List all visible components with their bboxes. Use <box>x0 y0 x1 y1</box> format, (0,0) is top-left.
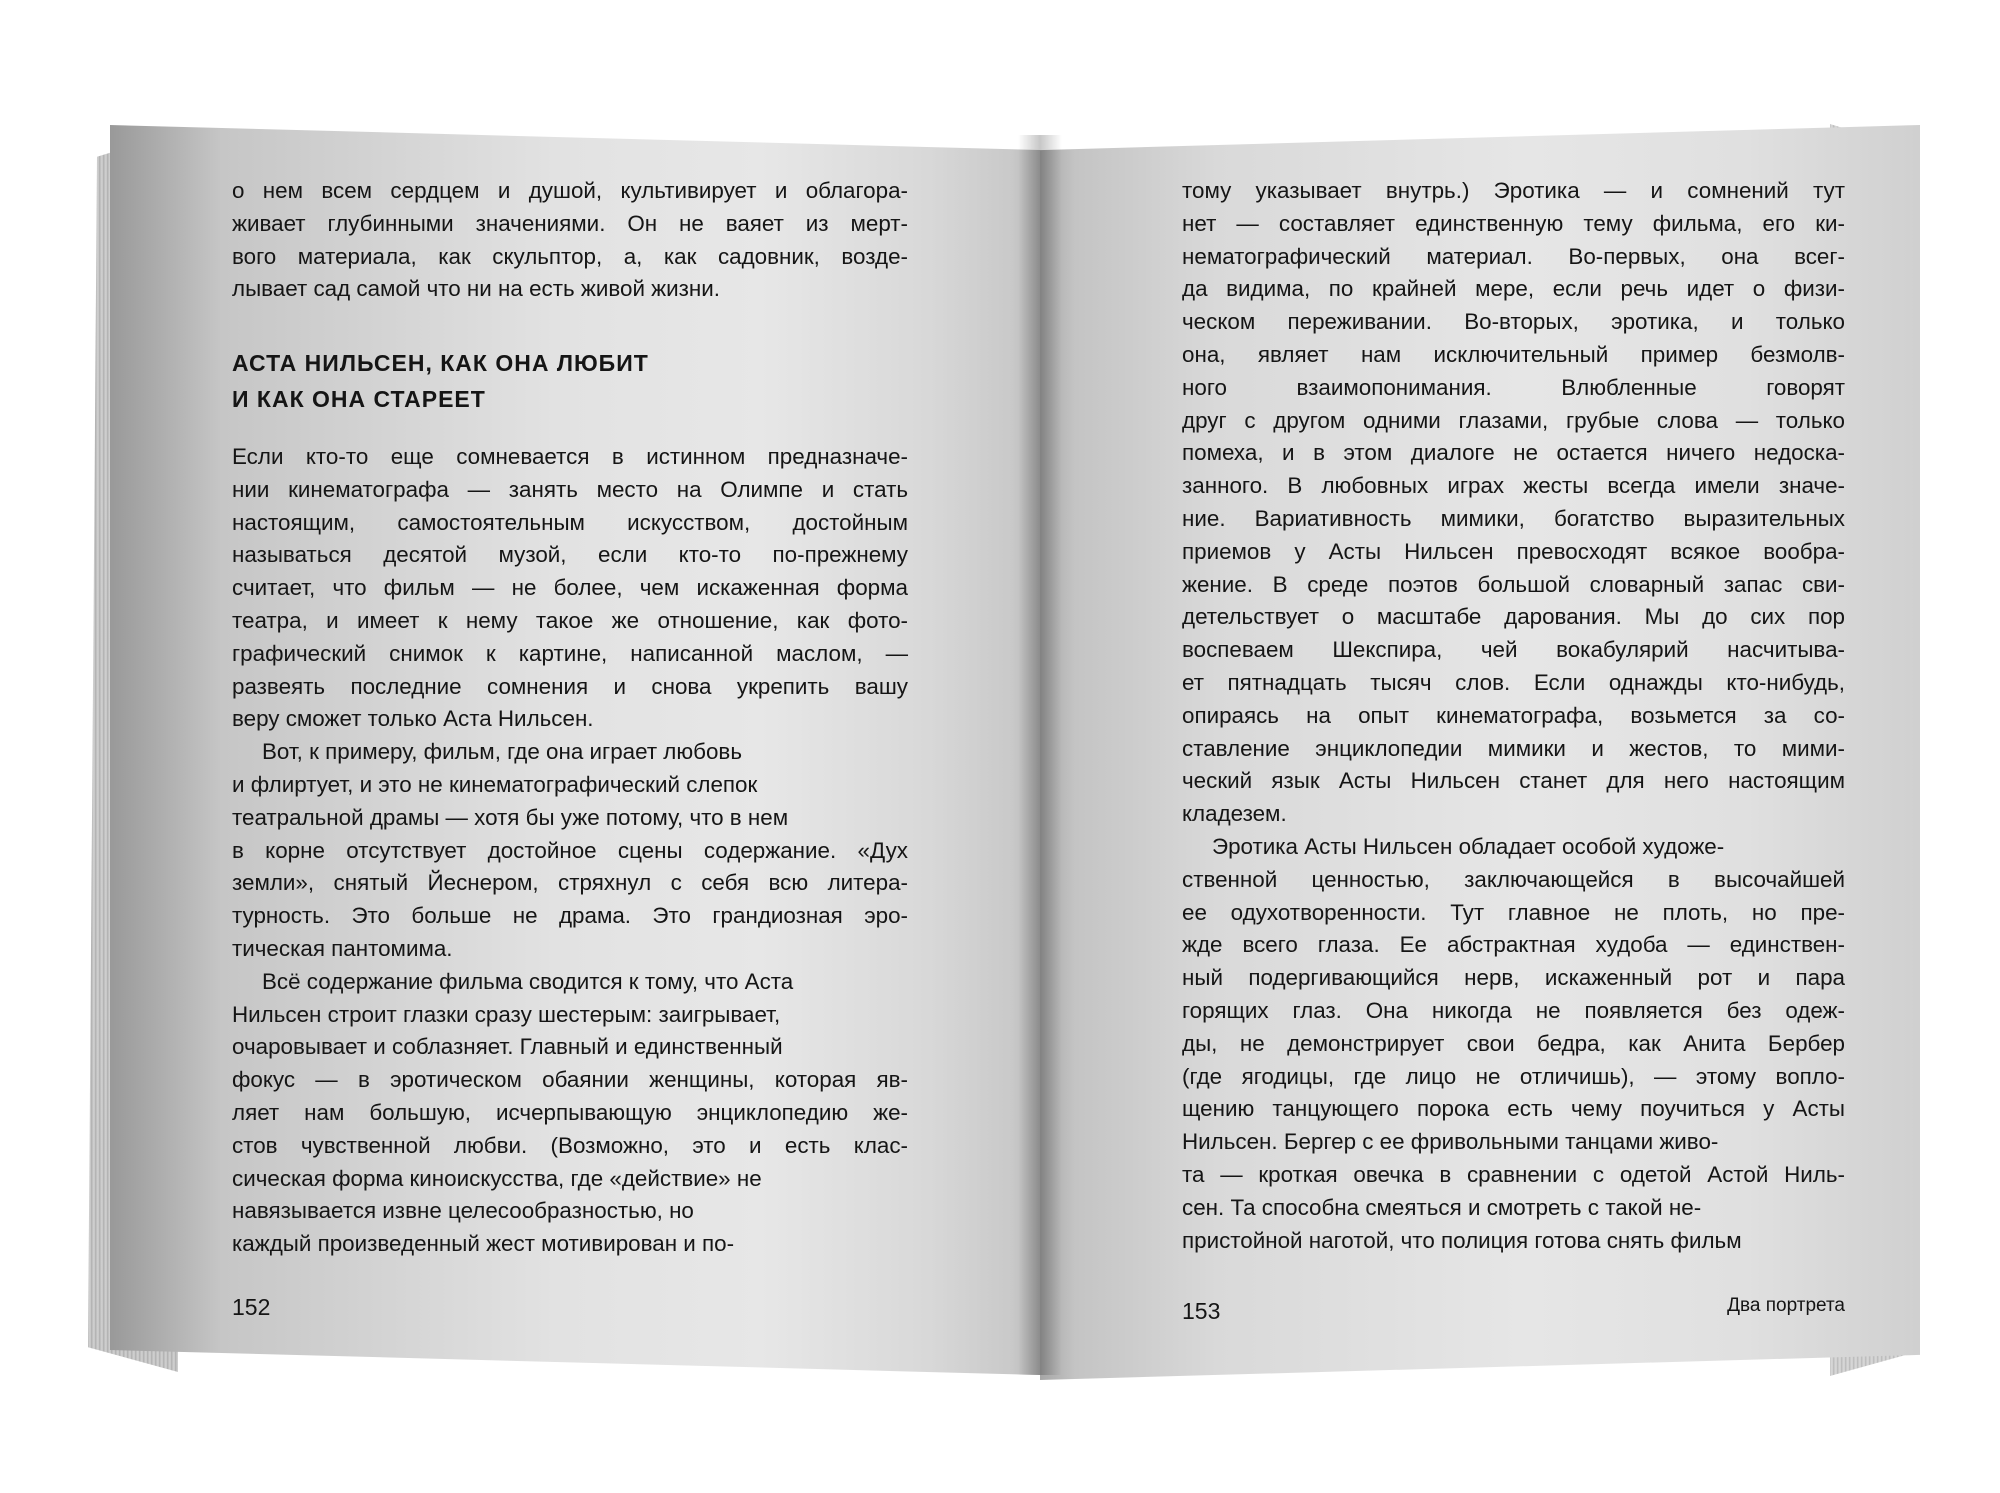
section-heading <box>232 345 792 417</box>
text-line: ного взаимопонимания. Влюбленные говорят <box>1182 374 1845 400</box>
text-line: веру сможет только Аста Нильсен. <box>232 706 594 732</box>
page-number-right: 153 <box>1182 1298 1221 1324</box>
text-line: ние. Вариативность мимики, богатство выразительных <box>1182 505 1845 531</box>
heading-line: И КАК ОНА СТАРЕЕТ <box>232 386 486 412</box>
text-line: живает глубинными значениями. Он не ваяет из мерт- <box>232 210 908 236</box>
text-line: ный подергивающийся нерв, искаженный рот и пара <box>1182 965 1845 991</box>
text-line: кладезем. <box>1182 801 1287 827</box>
text-line: театральной драмы — хотя бы уже потому, что в нем <box>232 804 789 830</box>
text-line: ляет нам большую, исчерпывающую энциклопедию же- <box>232 1099 908 1125</box>
text-line: развеять последние сомнения и снова укрепить вашу <box>232 673 908 699</box>
text-line: воспеваем Шекспира, чей вокабулярий насчитыва- <box>1182 637 1845 663</box>
text-line: в корне отсутствует достойное сцены содержание. «Дух <box>232 837 908 863</box>
text-line: нематографический материал. Во-первых, она всег- <box>1182 243 1845 269</box>
text-line: ставление энциклопедии мимики и жестов, то мими- <box>1182 735 1845 761</box>
text-line: помеха, и в этом диалоге не остается ничего недоска- <box>1182 440 1845 466</box>
running-head: Два портрета <box>1727 1295 1845 1316</box>
text-line: Вот, к примеру, фильм, где она играет любовь <box>262 739 742 765</box>
text-line: ческом переживании. Во-вторых, эротика, и только <box>1182 309 1845 335</box>
text-line: сен. Та способна смеяться и смотреть с такой не- <box>1182 1194 1702 1220</box>
text-line: горящих глаз. Она никогда не появляется без одеж- <box>1182 997 1845 1023</box>
text-line: друг с другом одними глазами, грубые слова — только <box>1182 407 1845 433</box>
right-page-body-text <box>1182 175 1845 1257</box>
text-line: о нем всем сердцем и душой, культивирует и облагора- <box>232 178 908 203</box>
page-number-left: 152 <box>232 1294 271 1320</box>
text-line: детельствует о масштабе дарования. Мы до сих пор <box>1182 604 1845 630</box>
text-line: та — кроткая овечка в сравнении с одетой Астой Ниль- <box>1182 1161 1845 1187</box>
text-line: считает, что фильм — не более, чем искаженная форма <box>232 575 908 601</box>
text-line: вого материала, как скульптор, а, как садовник, возде- <box>232 243 908 269</box>
text-line: Нильсен. Бергер с ее фривольными танцами живо- <box>1182 1129 1719 1155</box>
text-line: театра, и имеет к нему такое же отношение, как фото- <box>232 607 908 633</box>
text-line: тому указывает внутрь.) Эротика — и сомнений тут <box>1182 178 1845 203</box>
text-line: щению танцующего порока есть чему поучиться у Асты <box>1182 1096 1845 1122</box>
text-line: Нильсен строит глазки сразу шестерым: заигрывает, <box>232 1001 781 1027</box>
text-line: ческий язык Асты Нильсен станет для него настоящим <box>1182 768 1845 794</box>
text-line: нет — составляет единственную тему фильма, его ки- <box>1182 210 1845 236</box>
text-line: лывает сад самой что ни на есть живой жизни. <box>232 276 721 302</box>
text-line: очаровывает и соблазняет. Главный и единственный <box>232 1034 783 1060</box>
text-line: фокус — в эротическом обаянии женщины, которая яв- <box>232 1067 908 1093</box>
text-line: ственной ценностью, заключающейся в высочайшей <box>1182 866 1845 892</box>
text-line: опираясь на опыт кинематографа, возьмется за со- <box>1182 702 1845 728</box>
text-line: жение. В среде поэтов большой словарный запас сви- <box>1182 571 1845 597</box>
text-line: нии кинематографа — занять место на Олимпе и стать <box>232 476 908 502</box>
text-line: жде всего глаза. Ее абстрактная худоба — единствен- <box>1182 932 1845 958</box>
text-line: да видима, по крайней мере, если речь идет о физи- <box>1182 276 1845 302</box>
text-line: земли», снятый Йеснером, стряхнул с себя всю литера- <box>232 870 908 896</box>
text-line: ет пятнадцать тысяч слов. Если однажды кто-нибудь, <box>1182 669 1845 695</box>
book-gutter <box>1018 135 1062 1375</box>
text-line: стов чувственной любви. (Возможно, это и есть клас- <box>232 1132 908 1158</box>
text-line: она, являет нам исключительный пример безмолв- <box>1182 341 1845 367</box>
text-line: тическая пантомима. <box>232 935 453 961</box>
heading-line: АСТА НИЛЬСЕН, КАК ОНА ЛЮБИТ <box>232 350 649 376</box>
left-page-body-text <box>232 441 908 1261</box>
text-line: сическая форма киноискусства, где «действие» не <box>232 1165 762 1191</box>
left-page-top-text <box>232 175 908 306</box>
text-line: и флиртует, и это не кинематографический слепок <box>232 771 758 797</box>
text-line: Всё содержание фильма сводится к тому, что Аста <box>262 968 794 994</box>
text-line: Если кто-то еще сомневается в истинном предназначе- <box>232 444 908 469</box>
text-line: (где ягодицы, где лицо не отличишь), — этому вопло- <box>1182 1063 1845 1089</box>
text-line: ее одухотворенности. Тут главное не плоть, но пре- <box>1182 899 1845 925</box>
text-line: турность. Это больше не драма. Это грандиозная эро- <box>232 903 908 929</box>
text-line: каждый произведенный жест мотивирован и по- <box>232 1231 735 1257</box>
text-line: пристойной наготой, что полиция готова снять фильм <box>1182 1227 1742 1253</box>
text-line: Эротика Асты Нильсен обладает особой художе- <box>1212 833 1725 859</box>
text-line: графический снимок к картине, написанной маслом, — <box>232 640 908 666</box>
text-line: занного. В любовных играх жесты всегда имели значе- <box>1182 473 1845 499</box>
text-line: ды, не демонстрирует свои бедра, как Анита Бербер <box>1182 1030 1845 1056</box>
text-line: приемов у Асты Нильсен превосходят всякое вообра- <box>1182 538 1845 564</box>
text-line: называться десятой музой, если кто-то по-прежнему <box>232 542 908 568</box>
text-line: навязывается извне целесообразностью, но <box>232 1198 694 1224</box>
text-line: настоящим, самостоятельным искусством, достойным <box>232 509 908 535</box>
